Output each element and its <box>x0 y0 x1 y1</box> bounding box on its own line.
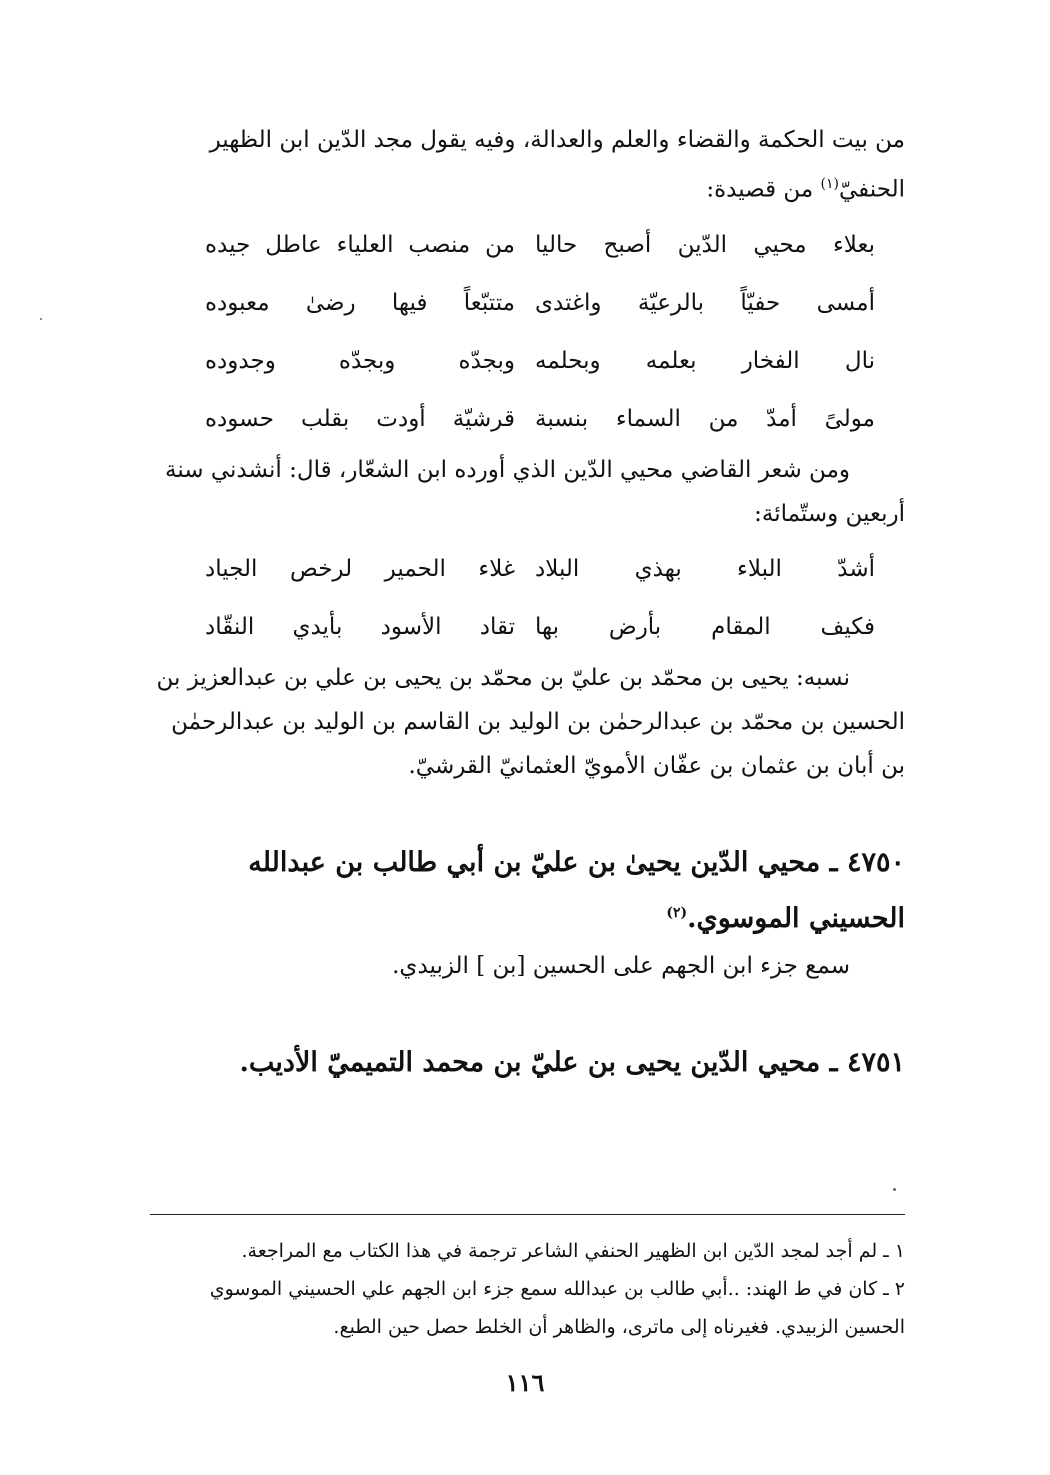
verse-first-hemistich: أمسى حفيّاً بالرعيّة واغتدى <box>535 289 875 316</box>
poem-1-verse <box>150 216 905 274</box>
verse-second-hemistich: تقاد الأسود بأيدي النقّاد <box>205 613 515 640</box>
verse-first-hemistich: بعلاء محيي الدّين أصبح حاليا <box>535 231 875 258</box>
intro-text-cont: الحنفيّ <box>839 176 905 203</box>
entry-4750-body: سمع جزء ابن الجهم على الحسين [بن ] الزبيدي. <box>392 952 850 979</box>
page-body <box>150 118 905 1088</box>
poem-1-verse <box>150 332 905 390</box>
poem-2 <box>150 540 905 656</box>
poem-1-verse <box>150 274 905 332</box>
footnotes <box>150 1232 905 1346</box>
intro-text-end: من قصيدة: <box>706 176 821 203</box>
verse-second-hemistich: متتبّعاً فيها رضىٰ معبوده <box>205 289 515 316</box>
verse-first-hemistich: فكيف المقام بأرض بها <box>535 613 875 640</box>
lineage-paragraph: نسبه: يحيى بن محمّد بن عليّ بن محمّد بن يحيى بن علي بن عبدالعزيز بن الحسين بن محمّد بن عبدالرحمٰن بن الوليد بن القاسم بن الوليد بن عبدالرحمٰن بن أبان بن عثمان بن عفّان الأمويّ العثمانيّ القرشيّ. <box>156 664 905 779</box>
verse-first-hemistich: مولىً أمدّ من السماء بنسبة <box>535 405 875 432</box>
verse-first-hemistich: نال الفخار بعلمه وبحلمه <box>535 347 875 374</box>
margin-mark <box>40 318 42 320</box>
poem-2-verse <box>150 540 905 598</box>
footnote-separator <box>150 1214 905 1215</box>
entry-4751 <box>150 1038 905 1088</box>
page-number: ١١٦ <box>505 1368 545 1397</box>
entry-4750-title-text: ٤٧٥٠ ـ محيي الدّين يحيىٰ بن عليّ بن أبي طالب بن عبدالله الحسيني الموسوي. <box>248 846 905 934</box>
entry-4750 <box>150 838 905 988</box>
footnote-ref-1: (١) <box>820 176 839 192</box>
verse-second-hemistich: وبجدّه وبجدّه وجدوده <box>205 347 515 374</box>
verse-second-hemistich: غلاء الحمير لرخص الجياد <box>205 555 515 582</box>
verse-second-hemistich: من منصب العلياء عاطل جيده <box>205 231 515 258</box>
poem-1-verse <box>150 390 905 448</box>
margin-mark <box>893 1188 896 1191</box>
verse-second-hemistich: قرشيّة أودت بقلب حسوده <box>205 405 515 432</box>
poetry-intro-paragraph: ومن شعر القاضي محيي الدّين الذي أورده ابن الشعّار، قال: أنشدني سنة أربعين وستّمائة: <box>165 456 905 527</box>
poem-1 <box>150 216 905 448</box>
poem-2-verse <box>150 598 905 656</box>
entry-4751-title: ٤٧٥١ ـ محيي الدّين يحيى بن عليّ بن محمد التميميّ الأديب. <box>239 1046 905 1078</box>
footnote-1: ١ ـ لم أجد لمجد الدّين ابن الظهير الحنفي الشاعر ترجمة في هذا الكتاب مع المراجعة. <box>241 1240 905 1262</box>
entry-4750-title <box>150 838 905 944</box>
footnote-2: ٢ ـ كان في ط الهند: ..أبي طالب بن عبدالله سمع جزء ابن الجهم علي الحسيني الموسوي الحسين الزبيدي. فغيرناه إلى ماترى، والظاهر أن الخلط حصل حين الطبع. <box>209 1278 905 1338</box>
verse-first-hemistich: أشدّ البلاء بهذي البلاد <box>535 555 875 582</box>
footnote-ref-2: (٢) <box>666 904 688 921</box>
intro-paragraph <box>150 118 905 212</box>
intro-text: من بيت الحكمة والقضاء والعلم والعدالة، وفيه يقول مجد الدّين ابن الظهير <box>209 127 905 153</box>
